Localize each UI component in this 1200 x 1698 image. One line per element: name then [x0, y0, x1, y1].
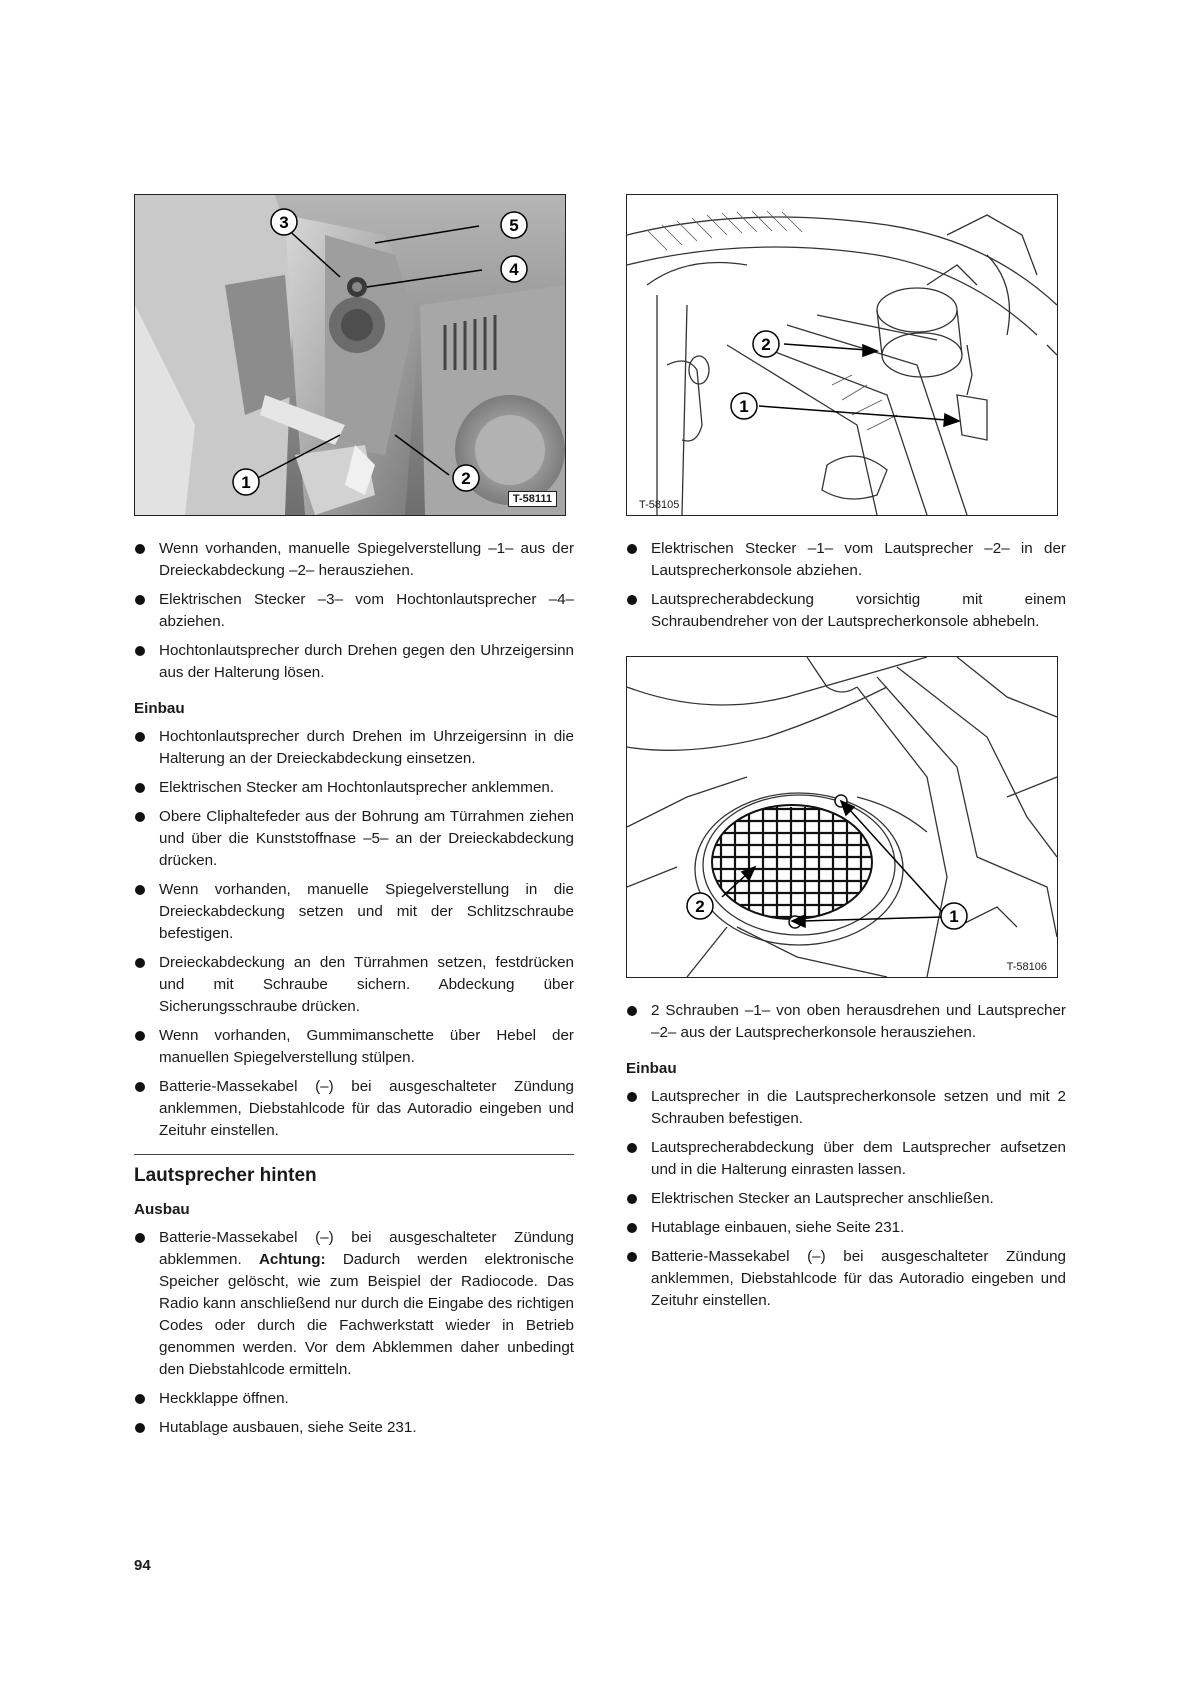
list-item: Elektrischen Stecker am Hochtonlautsprecher anklemmen. — [134, 777, 574, 799]
removal-steps-front — [134, 538, 574, 684]
figure-rear-connector-drawing — [626, 194, 1058, 516]
figure-tweeter-photo — [134, 194, 566, 516]
subheading-einbau: Einbau — [134, 700, 185, 717]
list-item: Elektrischen Stecker an Lautsprecher anschließen. — [626, 1188, 1066, 1210]
list-item: Batterie-Massekabel (–) bei ausgeschalteter Zündung abklemmen. Achtung: Dadurch werden elektronische Speicher gelöscht, wie zum Beispiel der Radiocode. Das Radio kann anschließend nur durch die Eingabe des richtigen Codes oder durch die Fachwerkstatt wieder in Betrieb genommen werden. Vor dem Abklemmen daher unbedingt den Diebstahlcode ermitteln. — [134, 1227, 574, 1381]
section-divider — [134, 1154, 574, 1155]
svg-text:4: 4 — [509, 260, 519, 279]
svg-text:1: 1 — [241, 473, 251, 492]
section-title: Lautsprecher hinten — [134, 1165, 317, 1186]
svg-text:2: 2 — [695, 897, 705, 916]
subheading-einbau: Einbau — [626, 1060, 677, 1077]
removal-steps-rear — [134, 1227, 574, 1439]
list-item: Hochtonlautsprecher durch Drehen im Uhrzeigersinn in die Halterung an der Dreieckabdeckung einsetzen. — [134, 726, 574, 770]
svg-text:3: 3 — [279, 213, 289, 232]
callout-5 — [499, 210, 529, 240]
list-item: Hochtonlautsprecher durch Drehen gegen den Uhrzeigersinn aus der Halterung lösen. — [134, 640, 574, 684]
list-item: Dreieckabdeckung an den Türrahmen setzen, festdrücken und mit Schraube sichern. Abdeckung über Sicherungsschraube drücken. — [134, 952, 574, 1018]
list-item: Wenn vorhanden, manuelle Spiegelverstellung –1– aus der Dreieckabdeckung –2– herausziehen. — [134, 538, 574, 582]
figure-speaker-grille-drawing — [626, 656, 1058, 978]
list-item: Batterie-Massekabel (–) bei ausgeschalteter Zündung anklemmen, Diebstahlcode für das Autoradio eingeben und Zeituhr einstellen. — [134, 1076, 574, 1142]
install-steps-rear — [626, 1086, 1066, 1312]
figure-code: T-58111 — [508, 491, 557, 507]
svg-text:2: 2 — [461, 469, 471, 488]
callout-2 — [751, 329, 781, 359]
callout-3 — [269, 207, 299, 237]
callout-4 — [499, 254, 529, 284]
list-item: Lautsprecher in die Lautsprecherkonsole setzen und mit 2 Schrauben befestigen. — [626, 1086, 1066, 1130]
callout-overlay — [135, 195, 565, 515]
svg-text:2: 2 — [761, 335, 771, 354]
left-column — [134, 194, 574, 1446]
svg-text:5: 5 — [509, 216, 519, 235]
figure-code: T-58105 — [639, 499, 680, 511]
svg-text:1: 1 — [949, 907, 959, 926]
list-item: Heckklappe öffnen. — [134, 1388, 574, 1410]
callout-2 — [685, 891, 715, 921]
figure-code: T-58106 — [1006, 961, 1047, 973]
list-item: Hutablage einbauen, siehe Seite 231. — [626, 1217, 1066, 1239]
install-steps-front — [134, 726, 574, 1142]
list-item: Lautsprecherabdeckung vorsichtig mit einem Schraubendreher von der Lautsprecherkonsole abhebeln. — [626, 589, 1066, 633]
subheading-ausbau: Ausbau — [134, 1201, 190, 1218]
page-number: 94 — [134, 1557, 151, 1574]
callout-1 — [231, 467, 261, 497]
callout-1 — [729, 391, 759, 421]
callout-2 — [451, 463, 481, 493]
warning-label: Achtung: — [258, 1251, 326, 1268]
list-item: Wenn vorhanden, manuelle Spiegelverstellung in die Dreieckabdeckung setzen und mit der Schlitzschraube befestigen. — [134, 879, 574, 945]
right-column — [626, 194, 1066, 1319]
list-item: Hutablage ausbauen, siehe Seite 231. — [134, 1417, 574, 1439]
list-item: Elektrischen Stecker –1– vom Lautsprecher –2– in der Lautsprecherkonsole abziehen. — [626, 538, 1066, 582]
list-item: 2 Schrauben –1– von oben herausdrehen und Lautsprecher –2– aus der Lautsprecherkonsole herausziehen. — [626, 1000, 1066, 1044]
list-item: Wenn vorhanden, Gummimanschette über Hebel der manuellen Spiegelverstellung stülpen. — [134, 1025, 574, 1069]
removal-steps-connector — [626, 538, 1066, 633]
svg-text:1: 1 — [739, 397, 749, 416]
connector-line-drawing — [627, 195, 1057, 515]
callout-1 — [939, 901, 969, 931]
removal-steps-speaker — [626, 1000, 1066, 1044]
speaker-grille-drawing — [627, 657, 1057, 977]
list-item: Elektrischen Stecker –3– vom Hochtonlautsprecher –4– abziehen. — [134, 589, 574, 633]
list-item: Obere Cliphaltefeder aus der Bohrung am Türrahmen ziehen und über die Kunststoffnase –5– an der Dreieckabdeckung drücken. — [134, 806, 574, 872]
list-item: Lautsprecherabdeckung über dem Lautsprecher aufsetzen und in die Halterung einrasten lassen. — [626, 1137, 1066, 1181]
list-item: Batterie-Massekabel (–) bei ausgeschalteter Zündung anklemmen, Diebstahlcode für das Autoradio eingeben und Zeituhr einstellen. — [626, 1246, 1066, 1312]
